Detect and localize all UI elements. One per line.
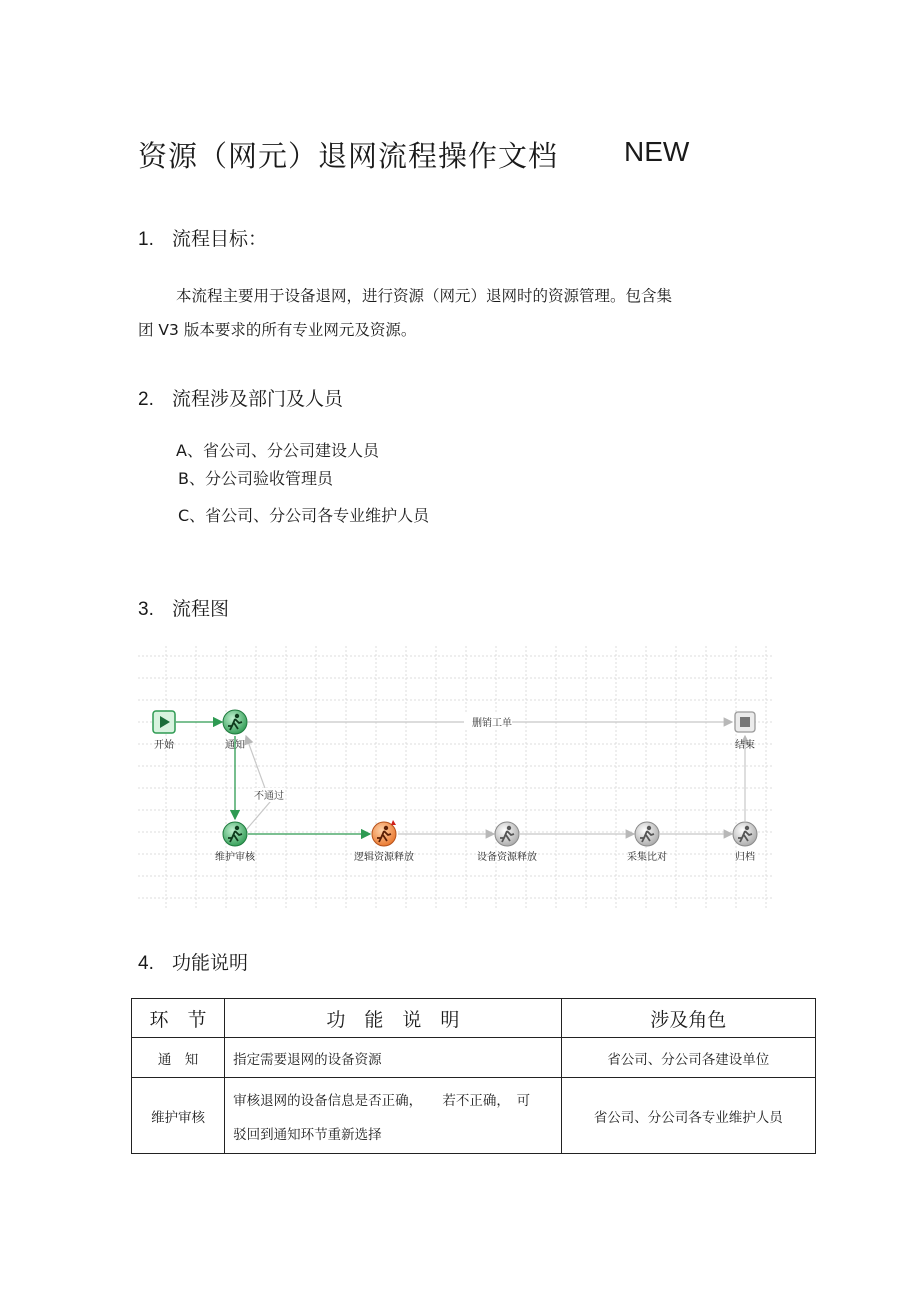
section-number: 2.	[138, 389, 154, 410]
header-step: 环 节	[132, 999, 225, 1038]
node-end	[735, 712, 755, 732]
node-notify	[223, 710, 247, 734]
section-title: 流程图	[172, 598, 230, 620]
table-row	[132, 1078, 816, 1154]
node-archive	[733, 822, 757, 846]
flow-diagram	[138, 646, 774, 908]
node-device	[495, 822, 519, 846]
flag-icon	[391, 820, 396, 825]
people-item-b: B、分公司验收管理员	[178, 469, 333, 488]
node-label-collect: 采集比对	[627, 852, 667, 863]
edge-label-reject: 不通过	[254, 791, 284, 802]
people-item-c: C、省公司、分公司各专业维护人员	[178, 506, 430, 525]
node-label-logic: 逻辑资源释放	[354, 852, 414, 863]
section-3-heading	[138, 594, 229, 621]
edge-label-cancel: 删销工单	[472, 718, 512, 729]
people-item-a: A、省公司、分公司建设人员	[176, 441, 379, 460]
section-1-heading	[138, 224, 267, 251]
node-review	[223, 822, 247, 846]
cell-desc	[225, 1038, 562, 1078]
section-title: 流程目标：	[172, 228, 268, 250]
section-number: 1.	[138, 229, 154, 250]
node-label-device: 设备资源释放	[477, 852, 537, 863]
node-label-end: 结束	[735, 740, 755, 751]
header-role: 涉及角色	[561, 999, 815, 1038]
cell-desc-line: 审核退网的设备信息是否正确， 若不正确， 可	[233, 1092, 531, 1109]
section-2-heading	[138, 384, 343, 411]
goal-line-2: 团 V3 版本要求的所有专业网元及资源。	[138, 321, 417, 339]
node-start	[153, 711, 175, 733]
cell-step: 通 知	[132, 1038, 225, 1078]
cell-role: 省公司、分公司各建设单位	[561, 1038, 815, 1078]
section-4-heading	[138, 948, 248, 975]
edge-review-reject	[246, 736, 270, 830]
section-number: 4.	[138, 953, 154, 974]
node-collect	[635, 822, 659, 846]
section-title: 流程涉及部门及人员	[172, 388, 344, 410]
cell-desc-line: 指定需要退网的设备资源	[233, 1051, 382, 1068]
section-title: 功能说明	[172, 952, 249, 974]
node-label-notify: 通知	[225, 740, 245, 751]
cell-role: 省公司、分公司各专业维护人员	[561, 1078, 815, 1154]
goal-line-1: 本流程主要用于设备退网，进行资源（网元）退网时的资源管理。包含集	[176, 287, 673, 305]
table-header-row	[132, 999, 816, 1038]
function-table	[131, 998, 816, 1154]
node-label-review: 维护审核	[215, 852, 255, 863]
document-title: 资源（网元）退网流程操作文档	[138, 139, 559, 173]
cell-desc-line: 驳回到通知环节重新选择	[233, 1126, 382, 1143]
header-function: 功 能 说 明	[225, 999, 562, 1038]
cell-step: 维护审核	[132, 1078, 225, 1154]
document-title-tag: NEW	[624, 136, 690, 167]
node-label-start: 开始	[154, 740, 174, 751]
table-row	[132, 1038, 816, 1078]
section-number: 3.	[138, 599, 154, 620]
diagram-grid	[138, 646, 774, 908]
node-label-archive: 归档	[735, 852, 755, 863]
cell-desc	[225, 1078, 562, 1154]
